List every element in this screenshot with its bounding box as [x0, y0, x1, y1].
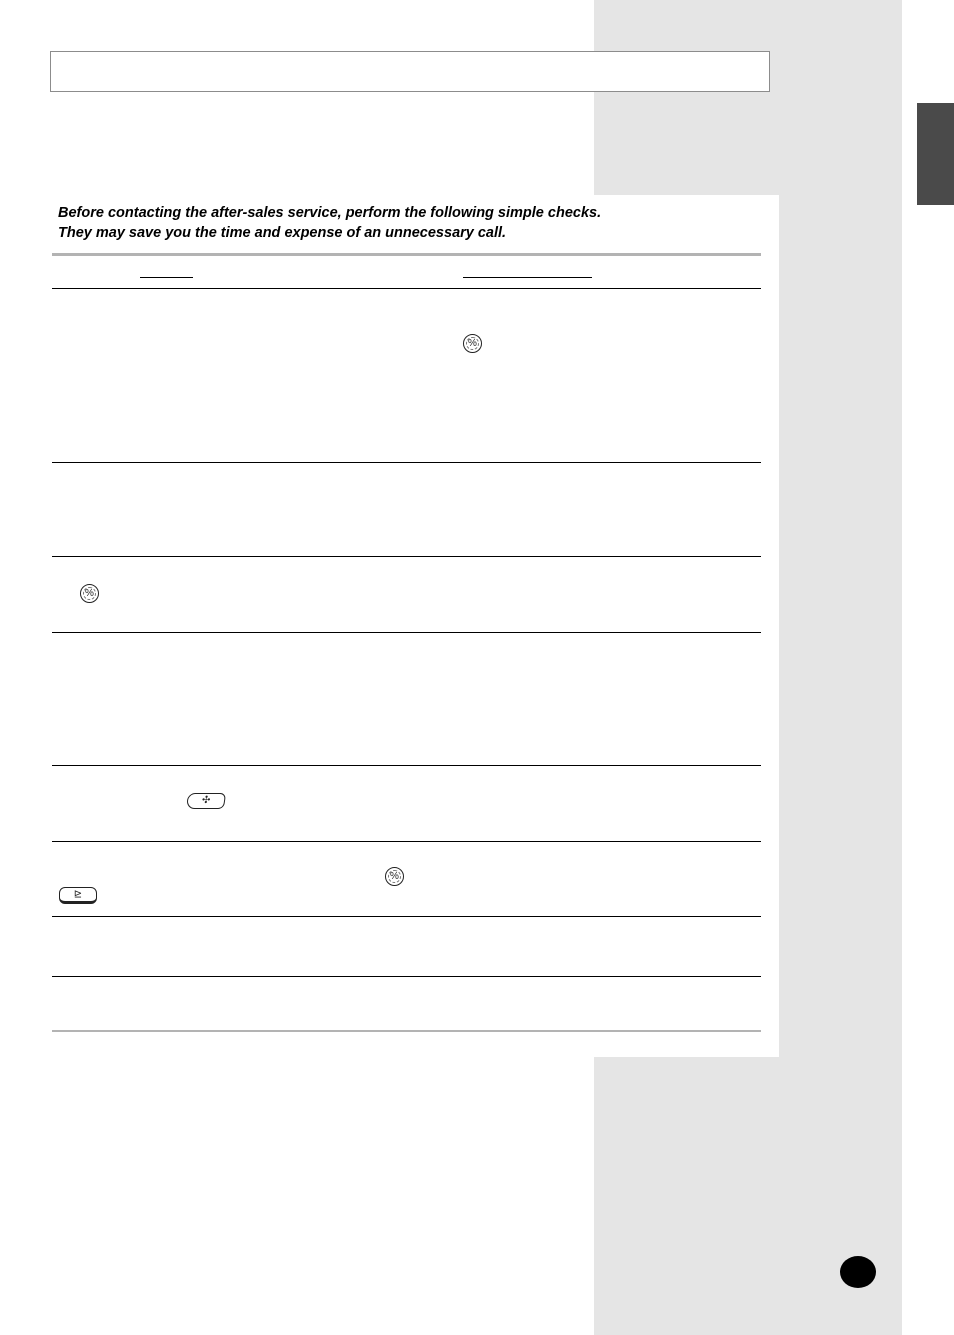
table-top-rule: [52, 253, 761, 256]
explanation-column-header: [463, 277, 592, 278]
table-row-divider: [52, 556, 761, 557]
table-row-divider: [52, 462, 761, 463]
fan-speed-button-icon: ✣: [186, 793, 226, 809]
table-row-divider: [52, 632, 761, 633]
intro-line-1: Before contacting the after-sales service, perform the following simple checks.: [58, 205, 602, 221]
problem-column-header: [140, 277, 193, 278]
content-panel: [0, 195, 779, 1057]
intro-line-2: They may save you the time and expense of an unnecessary call.: [58, 225, 507, 241]
table-bottom-rule: [52, 1030, 761, 1032]
page-title-box: [50, 51, 770, 92]
timer-button-icon: %: [80, 584, 99, 603]
section-tab: [917, 103, 954, 205]
table-row-divider: [52, 916, 761, 917]
table-row-divider: [52, 765, 761, 766]
turbo-button-icon: ⊵: [59, 887, 97, 904]
table-row-divider: [52, 841, 761, 842]
timer-button-icon: %: [463, 334, 482, 353]
page-number-badge: [840, 1256, 876, 1288]
intro-text: [58, 203, 758, 243]
table-row-divider: [52, 976, 761, 977]
table-row-divider: [52, 288, 761, 289]
timer-button-icon: %: [385, 867, 404, 886]
